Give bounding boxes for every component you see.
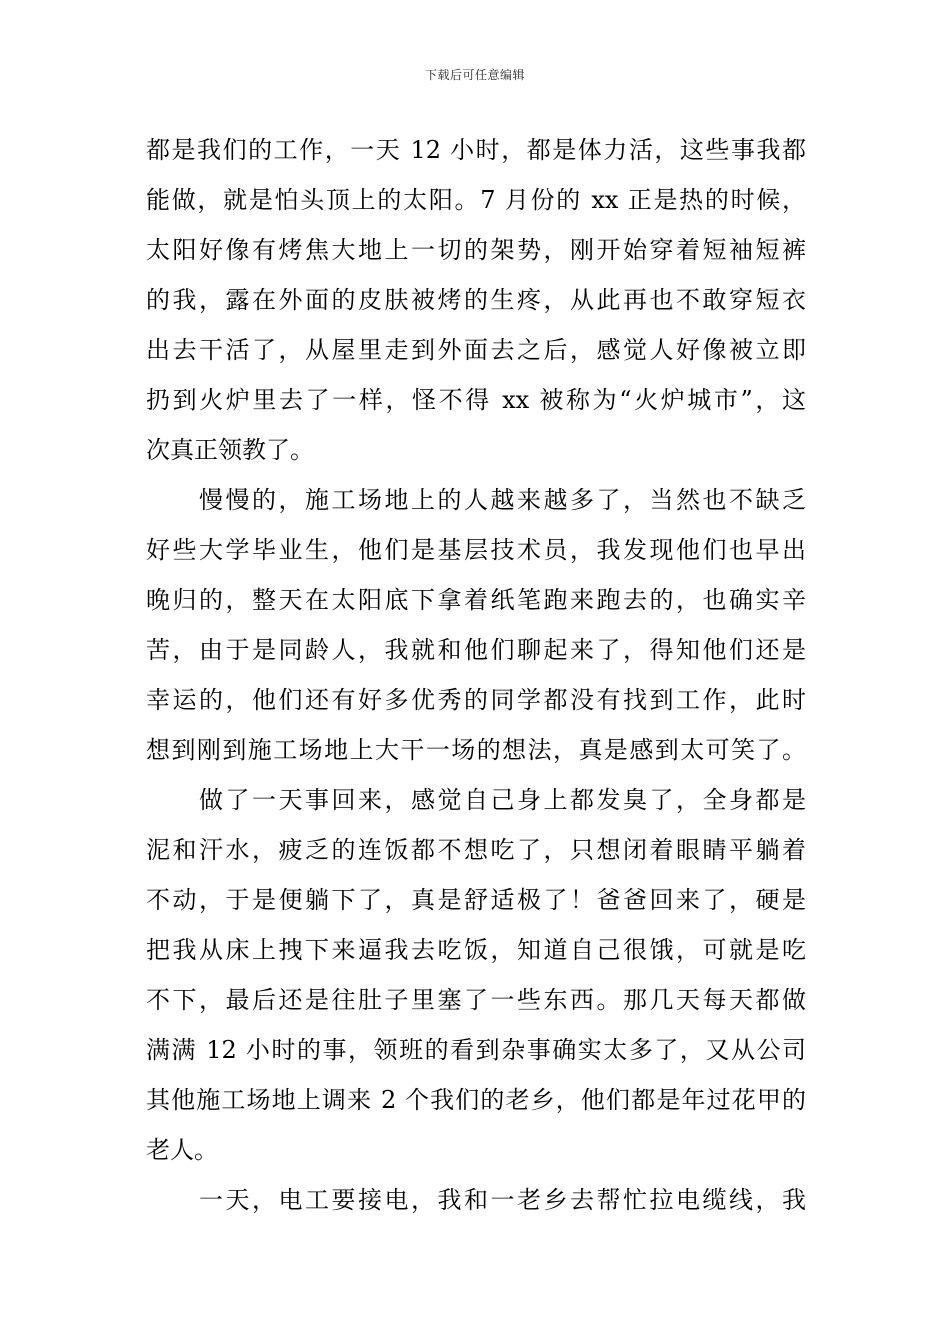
text-line: 幸运的，他们还有好多优秀的同学都没有找到工作，此时 — [146, 686, 806, 714]
text-line: 次真正领教了。 — [146, 436, 314, 464]
text-line: 一天，电工要接电，我和一老乡去帮忙拉电缆线，我 — [146, 1186, 806, 1214]
text-line: 苦，由于是同龄人，我就和他们聊起来了，得知他们还是 — [146, 636, 806, 664]
text-line: 其他施工场地上调来 2 个我们的老乡，他们都是年过花甲的 — [146, 1086, 806, 1114]
text-line: 能做，就是怕头顶上的太阳。7 月份的 xx 正是热的时候， — [146, 186, 806, 214]
text-line: 老人。 — [146, 1136, 218, 1164]
text-line: 想到刚到施工场地上大干一场的想法，真是感到太可笑了。 — [146, 736, 806, 764]
text-line: 把我从床上拽下来逼我去吃饭，知道自己很饿，可就是吃 — [146, 936, 806, 964]
text-line: 不动，于是便躺下了，真是舒适极了！爸爸回来了，硬是 — [146, 886, 806, 914]
text-line: 不下，最后还是往肚子里塞了一些东西。那几天每天都做 — [146, 986, 806, 1014]
text-line: 太阳好像有烤焦大地上一切的架势，刚开始穿着短袖短裤 — [146, 236, 806, 264]
page-header: 下载后可任意编辑 — [424, 68, 525, 82]
text-line: 做了一天事回来，感觉自己身上都发臭了，全身都是 — [146, 786, 806, 814]
text-line: 满满 12 小时的事，领班的看到杂事确实太多了，又从公司 — [146, 1036, 806, 1064]
text-line: 出去干活了，从屋里走到外面去之后，感觉人好像被立即 — [146, 336, 806, 364]
text-line: 都是我们的工作，一天 12 小时，都是体力活，这些事我都 — [146, 136, 806, 164]
text-line: 晚归的，整天在太阳底下拿着纸笔跑来跑去的，也确实辛 — [146, 586, 806, 614]
text-line: 扔到火炉里去了一样，怪不得 xx 被称为“火炉城市”，这 — [146, 386, 806, 414]
text-line: 的我，露在外面的皮肤被烤的生疼，从此再也不敢穿短衣 — [146, 286, 806, 314]
text-line: 慢慢的，施工场地上的人越来越多了，当然也不缺乏 — [146, 486, 806, 514]
text-line: 好些大学毕业生，他们是基层技术员，我发现他们也早出 — [146, 536, 806, 564]
text-line: 泥和汗水，疲乏的连饭都不想吃了，只想闭着眼睛平躺着 — [146, 836, 806, 864]
